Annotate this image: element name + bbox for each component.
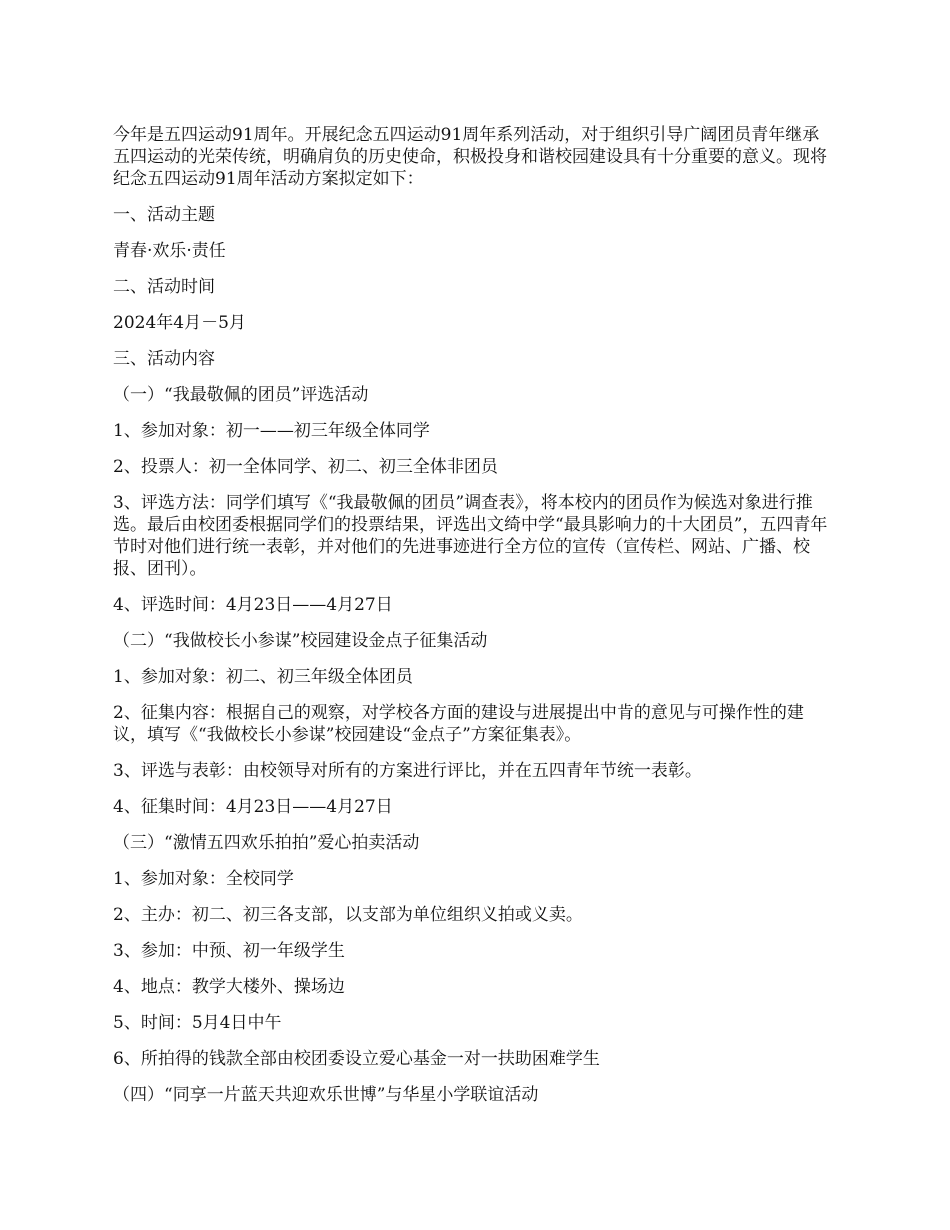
list-item: 4、评选时间：4月23日——4月27日: [113, 595, 393, 615]
subsection-heading-4: （四）“同享一片蓝天共迎欢乐世博”与华星小学联谊活动: [113, 1085, 539, 1105]
list-item: 6、所拍得的钱款全部由校团委设立爱心基金一对一扶助困难学生: [113, 1049, 600, 1069]
subsection-heading-2: （二）“我做校长小参谋”校园建设金点子征集活动: [113, 631, 488, 651]
list-item: 3、评选与表彰：由校领导对所有的方案进行评比，并在五四青年节统一表彰。: [113, 761, 702, 781]
intro-paragraph: 今年是五四运动91周年。开展纪念五四运动91周年系列活动，对于组织引导广阔团员青年继承五四运动的光荣传统，明确肩负的历史使命，积极投身和谐校园建设具有十分重要的意义。现将纪念五四运动91周年活动方案拟定如下：: [113, 125, 827, 189]
document-page: [113, 124, 835, 1120]
list-item: 1、参加对象：全校同学: [113, 869, 294, 889]
list-item: 3、参加：中预、初一年级学生: [113, 941, 345, 961]
list-item: 1、参加对象：初一——初三年级全体同学: [113, 421, 430, 441]
list-item: 2、征集内容：根据自己的观察，对学校各方面的建设与进展提出中肯的意见与可操作性的建议，填写《“我做校长小参谋”校园建设“金点子”方案征集表》。: [113, 703, 804, 745]
subsection-heading-1: （一）“我最敬佩的团员”评选活动: [113, 385, 369, 405]
list-item: 2、主办：初二、初三各支部，以支部为单位组织义拍或义卖。: [113, 905, 583, 925]
list-item: 1、参加对象：初二、初三年级全体团员: [113, 667, 413, 687]
list-item: 4、征集时间：4月23日——4月27日: [113, 797, 393, 817]
section-heading-theme: 一、活动主题: [113, 205, 215, 225]
list-item: 4、地点：教学大楼外、操场边: [113, 977, 345, 997]
theme-text: 青春·欢乐·责任: [113, 241, 226, 261]
section-heading-content: 三、活动内容: [113, 349, 215, 369]
list-item: 5、时间：5月4日中午: [113, 1013, 282, 1033]
section-heading-time: 二、活动时间: [113, 277, 215, 297]
list-item: 2、投票人：初一全体同学、初二、初三全体非团员: [113, 457, 498, 477]
time-text: 2024年4月－5月: [113, 313, 246, 333]
subsection-heading-3: （三）“激情五四欢乐拍拍”爱心拍卖活动: [113, 833, 420, 853]
list-item: 3、评选方法：同学们填写《“我最敬佩的团员”调查表》，将本校内的团员作为候选对象进行推选。最后由校团委根据同学们的投票结果，评选出文绮中学“最具影响力的十大团员”，五四青年节时对他们进行统一表彰，并对他们的先进事迹进行全方位的宣传（宣传栏、网站、广播、校报、团刊）。: [113, 493, 828, 579]
